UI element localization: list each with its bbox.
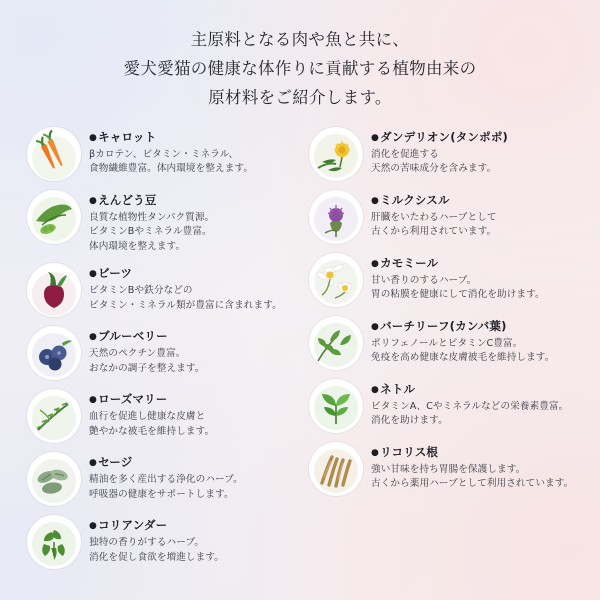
headline-line-1: 主原料となる肉や魚と共に、: [190, 30, 410, 49]
item-texts: [371, 316, 554, 366]
item-name-text: ローズマリー: [98, 392, 168, 407]
item-name: [371, 129, 508, 145]
bullet-icon: ●: [371, 447, 380, 458]
item-name-text: コリアンダー: [98, 518, 168, 533]
item-name: [89, 328, 205, 344]
bullet-icon: ●: [371, 321, 380, 332]
item-texts: [371, 127, 508, 177]
item-description: 強い甘味を持ち胃腸を保護します。 古くから薬用ハーブとして利用されています。: [371, 463, 574, 490]
list-item: [27, 190, 291, 255]
milk-thistle-icon: [309, 190, 363, 244]
list-item: [27, 326, 291, 380]
item-name: [371, 381, 568, 397]
list-item: [309, 442, 573, 496]
item-name: [371, 255, 545, 271]
bullet-icon: ●: [371, 258, 380, 269]
licorice-root-icon: [309, 442, 363, 496]
item-texts: [89, 127, 253, 177]
page-title: [0, 0, 600, 113]
item-name: [89, 129, 253, 145]
list-item: [309, 253, 573, 307]
item-description: 精油を多く産出する浄化のハーブ。 呼吸器の健康をサポートします。: [89, 474, 243, 500]
item-description: 天然のペクチン豊富。 おなかの調子を整えます。: [89, 348, 205, 374]
item-texts: [89, 326, 205, 376]
list-item: [309, 316, 573, 370]
right-column: [309, 127, 573, 579]
coriander-icon: [27, 515, 81, 569]
item-description: 甘い香りのするハーブ。 胃の粘膜を健康にして消化を助けます。: [371, 274, 545, 301]
item-description: 消化を促進する 天然の苦味成分を含みます。: [371, 148, 497, 175]
item-name-text: キャロット: [98, 129, 157, 144]
item-texts: [371, 190, 497, 240]
item-texts: [89, 263, 282, 313]
item-texts: [89, 515, 224, 565]
pea-icon: [27, 190, 81, 244]
bullet-icon: ●: [371, 132, 380, 143]
item-texts: [89, 190, 214, 255]
item-texts: [89, 389, 214, 439]
rosemary-icon: [27, 389, 81, 443]
birch-leaf-icon: [309, 316, 363, 370]
item-name-text: ミルクシスル: [380, 192, 450, 207]
item-name: [89, 192, 214, 208]
item-texts: [371, 253, 545, 303]
item-texts: [371, 379, 568, 429]
bullet-icon: ●: [89, 395, 98, 406]
item-name-text: ブルーベリー: [98, 329, 168, 344]
bullet-icon: ●: [89, 269, 98, 280]
beet-icon: [27, 263, 81, 317]
item-description: 血行を促進し健康な皮膚と 艶やかな被毛を維持します。: [89, 411, 215, 437]
item-name: [89, 391, 214, 407]
headline-line-3: 原材料をご紹介します。: [208, 87, 392, 107]
item-texts: [89, 452, 243, 502]
list-item: [309, 127, 573, 181]
item-name: [89, 265, 282, 281]
item-description: ビタミンA、Cやミネラルなどの栄養素豊富。 消化を助けます。: [371, 400, 569, 427]
item-name-text: えんどう豆: [98, 192, 157, 207]
bullet-icon: ●: [89, 132, 98, 143]
dandelion-icon: [309, 127, 363, 181]
item-name: [89, 454, 243, 470]
list-item: [27, 127, 291, 181]
item-name-text: バーチリーフ(カンバ葉): [380, 318, 507, 333]
chamomile-icon: [309, 253, 363, 307]
item-texts: [371, 442, 573, 492]
list-item: [309, 190, 573, 244]
nettle-icon: [309, 379, 363, 433]
ingredient-columns: [0, 127, 600, 579]
item-name-text: リコリス根: [380, 444, 439, 459]
bullet-icon: ●: [371, 195, 380, 206]
item-name: [371, 444, 573, 460]
list-item: [27, 263, 291, 317]
item-name: [89, 517, 224, 533]
item-description: ポリフェノールとビタミンC豊富。 免疫を高め健康な皮膚被毛を維持します。: [371, 337, 555, 364]
list-item: [27, 515, 291, 569]
headline-line-2: 愛犬愛猫の健康な体作りに貢献する植物由来の: [123, 58, 477, 78]
left-column: [27, 127, 291, 579]
item-name-text: ダンデリオン(タンポポ): [380, 129, 508, 144]
blueberry-icon: [27, 326, 81, 380]
list-item: [309, 379, 573, 433]
list-item: [27, 452, 291, 506]
item-description: ビタミンBや鉄分などの ビタミン・ミネラル類が豊富に含まれます。: [89, 285, 282, 311]
sage-icon: [27, 452, 81, 506]
item-description: 肝臓をいたわるハーブとして 古くから利用されています。: [371, 211, 497, 238]
bullet-icon: ●: [89, 521, 98, 532]
bullet-icon: ●: [89, 332, 98, 343]
item-description: βカロテン、ビタミン・ミネラル、 食物繊維豊富。体内環境を整えます。: [89, 148, 254, 175]
item-name-text: ビーツ: [98, 266, 133, 281]
carrot-icon: [27, 127, 81, 181]
item-name: [371, 192, 497, 208]
item-name-text: ネトル: [380, 381, 416, 396]
bullet-icon: ●: [89, 195, 98, 206]
bullet-icon: ●: [89, 458, 98, 469]
item-description: 良質な植物性タンパク質源。 ビタミンBやミネラル豊富。 体内環境を整えます。: [89, 211, 215, 252]
bullet-icon: ●: [371, 384, 380, 395]
item-name: [371, 318, 554, 334]
item-description: 独特の香りがするハーブ。 消化を促し食欲を増進します。: [89, 537, 224, 563]
item-name-text: カモミール: [380, 255, 439, 270]
list-item: [27, 389, 291, 443]
item-name-text: セージ: [98, 455, 133, 470]
